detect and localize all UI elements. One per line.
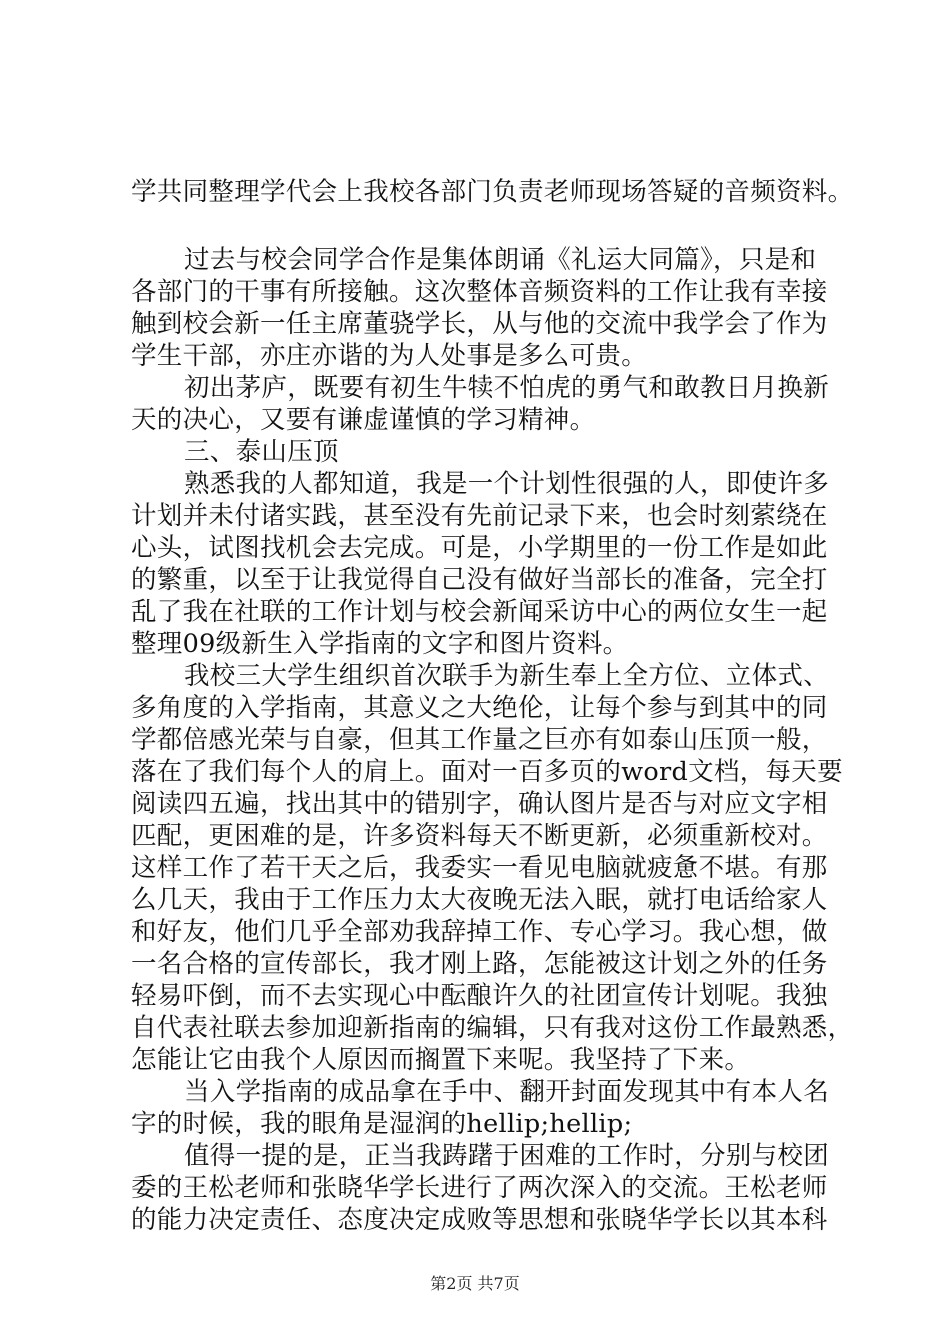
text-line: 当入学指南的成品拿在手中、翻开封面发现其中有本人名 [184, 1077, 830, 1107]
text-line: 轻易吓倒，而不去实现心中酝酿许久的社团宣传计划呢。我独 [131, 981, 828, 1011]
text-line: 心头，试图找机会去完成。可是，小学期里的一份工作是如此 [131, 533, 828, 563]
text-line: 怎能让它由我个人原因而搁置下来呢。我坚持了下来。 [131, 1045, 751, 1075]
text-line: 熟悉我的人都知道，我是一个计划性很强的人，即使许多 [184, 469, 830, 499]
text-line: 我校三大学生组织首次联手为新生奉上全方位、立体式、 [184, 661, 830, 691]
text-line: 自代表社联去参加迎新指南的编辑，只有我对这份工作最熟悉， [131, 1013, 854, 1043]
text-line: 字的时候，我的眼角是湿润的hellip;hellip; [131, 1109, 633, 1139]
text-line: 阅读四五遍，找出其中的错别字，确认图片是否与对应文字相 [131, 789, 828, 819]
text-line: 一名合格的宣传部长，我才刚上路，怎能被这计划之外的任务 [131, 949, 828, 979]
text-line: 匹配，更困难的是，许多资料每天不断更新，必须重新校对。 [131, 821, 828, 851]
text-line: 乱了我在社联的工作计划与校会新闻采访中心的两位女生一起 [131, 597, 828, 627]
text-line: 整理09级新生入学指南的文字和图片资料。 [131, 629, 629, 659]
text-line: 这样工作了若干天之后，我委实一看见电脑就疲惫不堪。有那 [131, 853, 828, 883]
text-line: 过去与校会同学合作是集体朗诵《礼运大同篇》，只是和 [184, 245, 817, 275]
text-line: 学共同整理学代会上我校各部门负责老师现场答疑的音频资料。 [131, 177, 854, 207]
text-line: 值得一提的是，正当我踌躇于困难的工作时，分别与校团 [184, 1141, 830, 1171]
section-heading: 三、泰山压顶 [184, 437, 339, 467]
text-line: 落在了我们每个人的肩上。面对一百多页的word文档，每天要 [131, 757, 843, 787]
text-line: 的繁重，以至于让我觉得自己没有做好当部长的准备，完全打 [131, 565, 828, 595]
text-line: 委的王松老师和张晓华学长进行了两次深入的交流。王松老师 [131, 1173, 828, 1203]
text-line: 学都倍感光荣与自豪，但其工作量之巨亦有如泰山压顶一般， [131, 725, 828, 755]
text-line: 学生干部，亦庄亦谐的为人处事是多么可贵。 [131, 341, 648, 371]
text-line: 多角度的入学指南，其意义之大绝伦，让每个参与到其中的同 [131, 693, 828, 723]
text-line: 天的决心，又要有谦虚谨慎的学习精神。 [131, 405, 596, 435]
text-line: 么几天，我由于工作压力太大夜晚无法入眠，就打电话给家人 [131, 885, 828, 915]
text-line: 的能力决定责任、态度决定成败等思想和张晓华学长以其本科 [131, 1205, 828, 1235]
text-line: 和好友，他们几乎全部劝我辞掉工作、专心学习。我心想，做 [131, 917, 828, 947]
text-line: 各部门的干事有所接触。这次整体音频资料的工作让我有幸接 [131, 277, 828, 307]
text-line: 触到校会新一任主席董骁学长，从与他的交流中我学会了作为 [131, 309, 828, 339]
text-line: 计划并未付诸实践，甚至没有先前记录下来，也会时刻萦绕在 [131, 501, 828, 531]
text-line: 初出茅庐，既要有初生牛犊不怕虎的勇气和敢教日月换新 [184, 373, 830, 403]
page-number-footer: 第2页 共7页 [430, 1274, 520, 1293]
